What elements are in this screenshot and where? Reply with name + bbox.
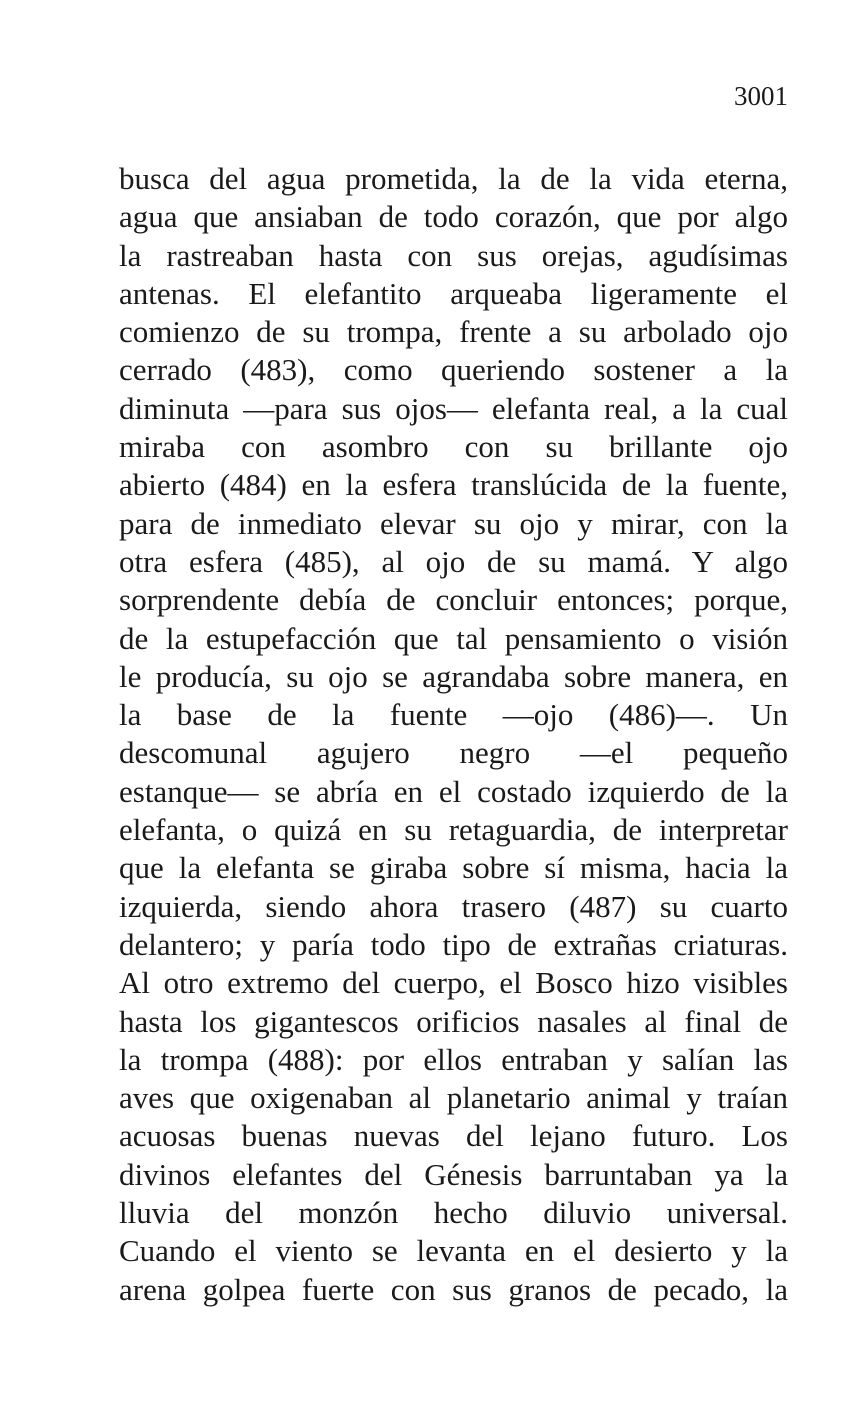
text-line: Cuando el viento se levanta en el desierto y la xyxy=(119,1233,788,1269)
text-line: divinos elefantes del Génesis barruntaban ya la xyxy=(119,1156,788,1192)
text-line: acuosas buenas nuevas del lejano futuro. Los xyxy=(119,1118,788,1154)
text-line: estanque— se abría en el costado izquierdo de la xyxy=(119,773,788,809)
text-line: abierto (484) en la esfera translúcida de la fuente, xyxy=(119,467,788,503)
text-line: arena golpea fuerte con sus granos de pecado, la xyxy=(119,1271,788,1307)
text-line: busca del agua prometida, la de la vida eterna, xyxy=(119,161,788,196)
text-line: hasta los gigantescos orificios nasales al final de xyxy=(119,1003,788,1039)
text-line: para de inmediato elevar su ojo y mirar, con la xyxy=(119,505,788,541)
text-line: otra esfera (485), al ojo de su mamá. Y algo xyxy=(119,543,788,579)
text-line: sorprendente debía de concluir entonces; porque, xyxy=(119,582,788,618)
text-line: descomunal agujero negro —el pequeño xyxy=(119,735,788,771)
text-line: delantero; y paría todo tipo de extrañas criaturas. xyxy=(119,926,788,962)
text-line: Al otro extremo del cuerpo, el Bosco hizo visibles xyxy=(119,965,788,1001)
text-line: elefanta, o quizá en su retaguardia, de interpretar xyxy=(119,812,788,848)
text-line: la rastreaban hasta con sus orejas, agudísimas xyxy=(119,237,788,273)
text-line: antenas. El elefantito arqueaba ligeramente el xyxy=(119,275,788,311)
text-line: aves que oxigenaban al planetario animal y traían xyxy=(119,1080,788,1116)
text-line: lluvia del monzón hecho diluvio universal. xyxy=(119,1195,788,1231)
text-line: agua que ansiaban de todo corazón, que por algo xyxy=(119,199,788,235)
text-line: comienzo de su trompa, frente a su arbolado ojo xyxy=(119,314,788,350)
text-line: de la estupefacción que tal pensamiento o visión xyxy=(119,620,788,656)
text-line: izquierda, siendo ahora trasero (487) su cuarto xyxy=(119,888,788,924)
body-text xyxy=(119,160,788,1309)
text-line: diminuta —para sus ojos— elefanta real, a la cual xyxy=(119,390,788,426)
text-line: la trompa (488): por ellos entraban y salían las xyxy=(119,1041,788,1077)
text-line: que la elefanta se giraba sobre sí misma, hacia la xyxy=(119,850,788,886)
text-line: cerrado (483), como queriendo sostener a la xyxy=(119,352,788,388)
text-line: la base de la fuente —ojo (486)—. Un xyxy=(119,697,788,733)
text-line: miraba con asombro con su brillante ojo xyxy=(119,429,788,465)
page-number: 3001 xyxy=(734,81,788,111)
text-line: le producía, su ojo se agrandaba sobre manera, en xyxy=(119,658,788,694)
